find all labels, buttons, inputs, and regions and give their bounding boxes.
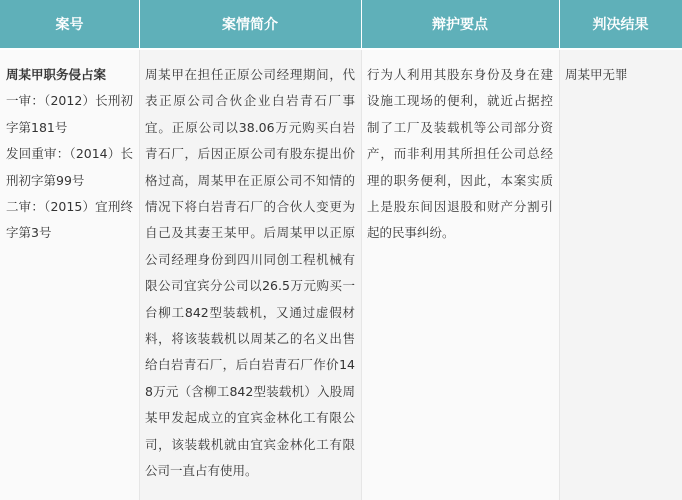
case-number-second-instance: 二审：（2015）宜刑终字第3号: [6, 199, 133, 241]
header-divider: [559, 0, 560, 48]
case-number-retrial: 发回重审：（2014）长刑初字第99号: [6, 146, 133, 188]
cell-case-no: [0, 50, 139, 500]
header-verdict: 判决结果: [559, 0, 682, 48]
header-case-no: 案号: [0, 0, 139, 48]
cell-summary: 周某甲在担任正原公司经理期间，代表正原公司合伙企业白岩青石厂事宜。正原公司以38.06万元购买白岩青石厂，后因正原公司有股东提出价格过高，周某甲在正原公司不知情的情况下将白岩青石厂的合伙人变更为自己及其妻王某甲。后周某甲以正原公司经理身份到四川同创工程机械有限公司宜宾分公司以26.5万元购买一台柳工842型装载机，又通过虚假材料，将该装载机以周某乙的名义出售给白岩青石厂，后白岩青石厂作价148万元（含柳工842型装载机）入股周某甲发起成立的宜宾金林化工有限公司，该装载机就由宜宾金林化工有限公司一直占有使用。: [139, 50, 361, 500]
cell-verdict: 周某甲无罪: [559, 50, 682, 500]
header-summary: 案情简介: [139, 0, 361, 48]
column-divider: [361, 50, 362, 500]
header-divider: [361, 0, 362, 48]
cell-defense: 行为人利用其股东身份及身在建设施工现场的便利，就近占据控制了工厂及装载机等公司部分资产，而非利用其所担任公司总经理的职务便利，因此，本案实质上是股东间因退股和财产分割引起的民事纠纷。: [361, 50, 559, 500]
column-divider: [559, 50, 560, 500]
case-number-first-instance: 一审：（2012）长刑初字第181号: [6, 93, 133, 135]
header-divider: [139, 0, 140, 48]
case-name: 周某甲职务侵占案: [6, 67, 107, 82]
column-divider: [139, 50, 140, 500]
header-defense: 辩护要点: [361, 0, 559, 48]
